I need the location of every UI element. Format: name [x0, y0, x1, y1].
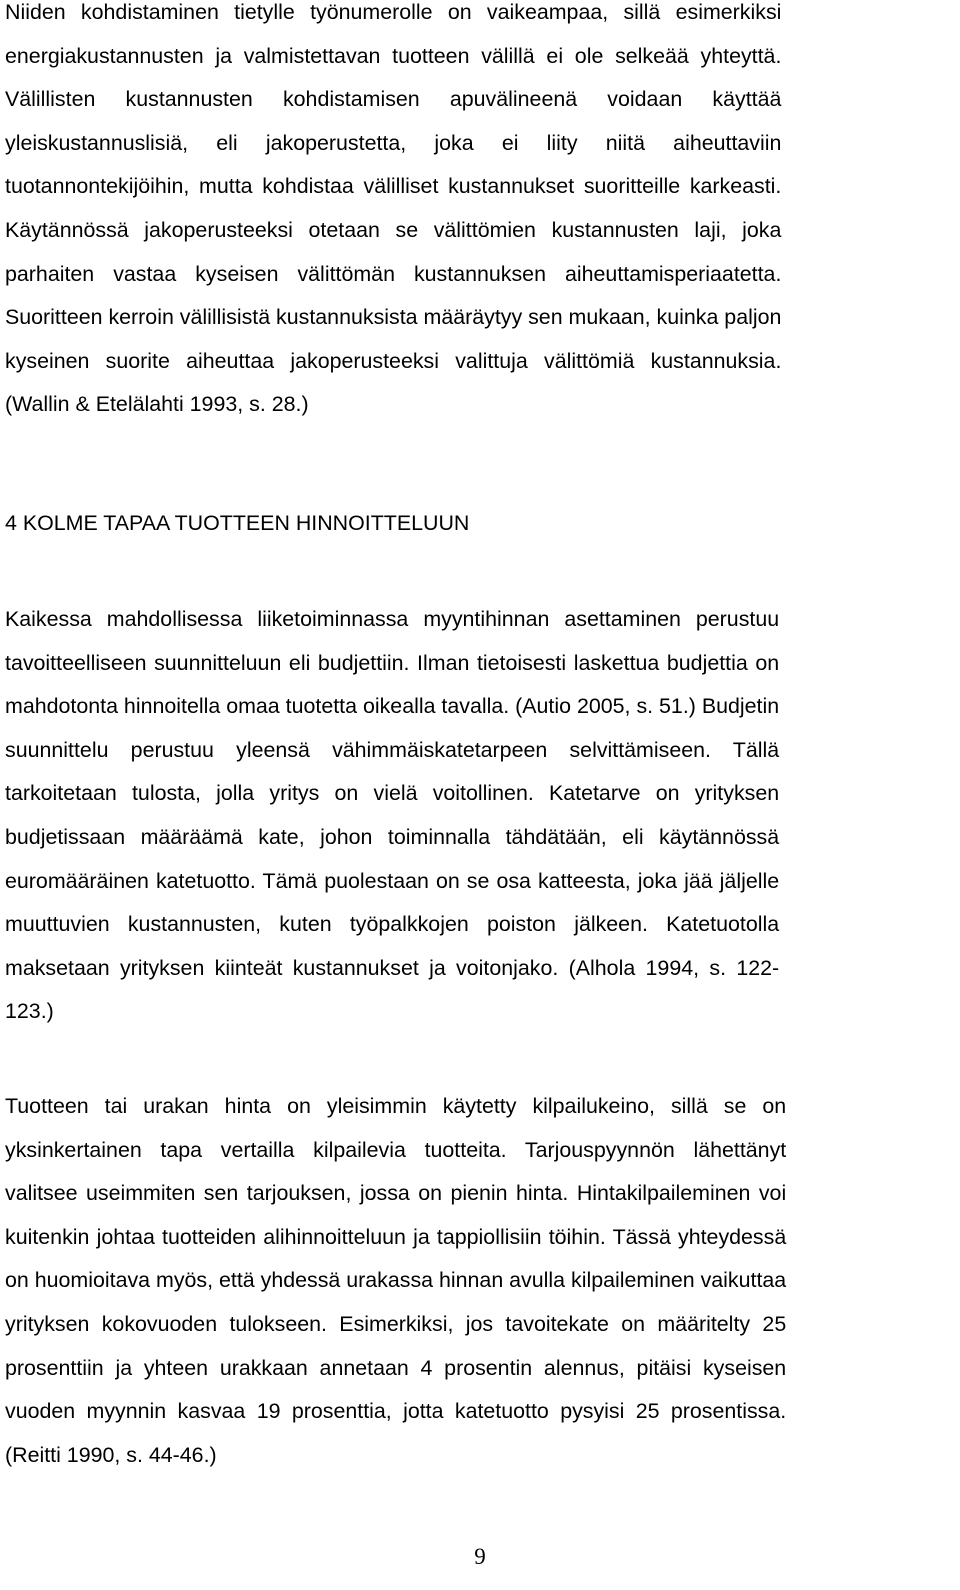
paragraph-line: tarkoitetaan tulosta, jolla yritys on vielä voitollinen. Katetarve on yrityksen — [5, 781, 780, 806]
body-paragraph-2 — [5, 598, 779, 1034]
paragraph-line: muuttuvien kustannusten, kuten työpalkkojen poiston jälkeen. Katetuotolla — [5, 912, 780, 937]
section-heading: 4 KOLME TAPAA TUOTTEEN HINNOITTELUUN — [5, 511, 470, 535]
paragraph-line: valitsee useimmiten sen tarjouksen, jossa on pienin hinta. Hintakilpaileminen voi — [5, 1181, 787, 1206]
paragraph-line: Välillisten kustannusten kohdistamisen apuvälineenä voidaan käyttää — [5, 87, 782, 112]
paragraph-line: vuoden myynnin kasvaa 19 prosenttia, jotta katetuotto pysyisi 25 prosentissa. — [5, 1399, 787, 1424]
paragraph-line: yleiskustannuslisiä, eli jakoperustetta, joka ei liity niitä aiheuttaviin — [5, 130, 782, 155]
paragraph-line: Käytännössä jakoperusteeksi otetaan se välittömien kustannusten laji, joka — [5, 217, 782, 242]
paragraph-line: yrityksen kokovuoden tulokseen. Esimerkiksi, jos tavoitekate on määritelty 25 — [5, 1311, 787, 1336]
paragraph-line: Niiden kohdistaminen tietylle työnumerolle on vaikeampaa, sillä esimerkiksi — [5, 0, 782, 24]
paragraph-line: (Reitti 1990, s. 44-46.) — [5, 1442, 217, 1467]
paragraph-line: tavoitteelliseen suunnitteluun eli budjettiin. Ilman tietoisesti laskettua budjettia on — [5, 650, 780, 675]
paragraph-line: (Wallin & Etelälahti 1993, s. 28.) — [5, 392, 309, 417]
paragraph-line: euromääräinen katetuotto. Tämä puolestaan on se osa katteesta, joka jää jäljelle — [5, 868, 780, 893]
paragraph-line: budjetissaan määräämä kate, johon toiminnalla tähdätään, eli käytännössä — [5, 824, 780, 849]
paragraph-line: prosenttiin ja yhteen urakkaan annetaan 4 prosentin alennus, pitäisi kyseisen — [5, 1355, 787, 1380]
paragraph-line: tuotannontekijöihin, mutta kohdistaa välilliset kustannukset suoritteille karkeasti. — [5, 174, 782, 199]
paragraph-line: 123.) — [5, 999, 54, 1024]
paragraph-line: parhaiten vastaa kyseisen välittömän kustannuksen aiheuttamisperiaatetta. — [5, 261, 782, 286]
paragraph-line: Tuotteen tai urakan hinta on yleisimmin käytetty kilpailukeino, sillä se on — [5, 1094, 787, 1118]
paragraph-line: maksetaan yrityksen kiinteät kustannukset ja voitonjako. (Alhola 1994, s. 122- — [5, 955, 780, 980]
paragraph-line: suunnittelu perustuu yleensä vähimmäiskatetarpeen selvittämiseen. Tällä — [5, 737, 780, 762]
paragraph-line: kuitenkin johtaa tuotteiden alihinnoitteluun ja tappiollisiin töihin. Tässä yhteydessä — [5, 1224, 787, 1249]
page-number: 9 — [474, 1544, 486, 1569]
paragraph-line: energiakustannusten ja valmistettavan tuotteen välillä ei ole selkeää yhteyttä. — [5, 43, 782, 68]
paragraph-line: Suoritteen kerroin välillisistä kustannuksista määräytyy sen mukaan, kuinka paljon — [5, 305, 782, 330]
paragraph-line: yksinkertainen tapa vertailla kilpailevia tuotteita. Tarjouspyynnön lähettänyt — [5, 1137, 787, 1162]
paragraph-line: kyseinen suorite aiheuttaa jakoperusteeksi valittuja välittömiä kustannuksia. — [5, 348, 782, 373]
paragraph-line: on huomioitava myös, että yhdessä urakassa hinnan avulla kilpaileminen vaikuttaa — [5, 1268, 787, 1293]
body-paragraph-3 — [5, 1085, 786, 1477]
paragraph-line: mahdotonta hinnoitella omaa tuotetta oikealla tavalla. (Autio 2005, s. 51.) Budjetin — [5, 694, 780, 719]
paragraph-line: Kaikessa mahdollisessa liiketoiminnassa myyntihinnan asettaminen perustuu — [5, 607, 780, 631]
body-paragraph-1 — [5, 0, 781, 427]
